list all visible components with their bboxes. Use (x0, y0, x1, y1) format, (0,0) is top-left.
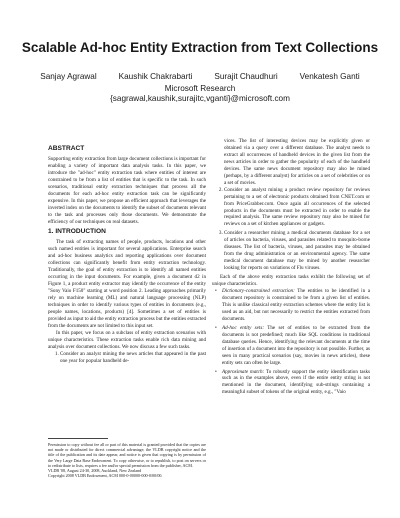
footnote-divider (48, 438, 108, 439)
characteristic-item (222, 369, 370, 397)
author-emails: {sagrawal,kaushik,surajitc,vganti}@microsoft.com (110, 94, 290, 103)
author-list (0, 72, 400, 81)
characteristic-item (222, 288, 370, 323)
characteristics-paragraph: Each of the above entity extraction tasks exhibit the following set of unique characteristics. (212, 274, 370, 288)
author-name: Surajit Chaudhuri (214, 72, 278, 81)
affiliation: Microsoft Research (164, 84, 236, 93)
author-name: Sanjay Agrawal (40, 72, 97, 81)
characteristic-term: Approximate match: (222, 368, 265, 375)
task-list-item: 3. Consider a researcher mining a medical documents database for a set of articles on bacteria, viruses, and parasites related to mosquito-borne diseases. The list of bacteria, viruses, and parasites may be obtained from the drug administration or an environmental agency. The same medical document database may be mined by another researcher looking for reports on variations of Flu viruses. (224, 230, 370, 272)
intro-paragraph-1: The task of extracting names of people, products, locations and other such named entities is important for several applications. Enterprise search and ad-hoc business analytics and reporting applications over document collections can significantly benefit from entity extraction technology. Traditionally, the goal of entity extraction is to identify all named entities occurring in the input documents. For example, given a document d2 in Figure 1, a product entity extractor may identify the occurrence of the entity "Sony Vaio F150" starting at word position 2. Leading approaches primarily rely on machine learning (ML) and natural language processing (NLP) techniques in order to identify various types of entities in documents (e.g., people names, locations, products) [4]. Sometimes a set of entities is provided as input to aid the entity extraction process but the entities extracted from the documents are not limited to this input set. (48, 239, 206, 329)
affiliation-block (0, 84, 400, 104)
section-heading-introduction: 1. INTRODUCTION (48, 228, 106, 236)
right-column (212, 138, 370, 398)
venue-line: VLDB '08, August 24-30, 2008, Auckland, New Zealand (48, 468, 142, 474)
characteristic-text: The entities to be identified in a document repository is constrained to be from a given list of entities. This is unlike classical entity extraction schemes where the entity list is used as an aid, but not necessarily to restrict the entities extracted from documents. (222, 288, 371, 322)
abstract-text: Supporting entity extraction from large document collections is important for enabling a variety of important data analysis tasks. In this paper, we introduce the "ad-hoc" entity extraction task where entities of interest are constrained to be from a list of entities that is specific to the task. In such scenarios, traditional entity extraction techniques that process all the documents for each ad-hoc entity extraction task can be significantly expensive. In this paper, we propose an efficient approach that leverages the inverted index on the documents to identify the subset of documents relevant to the task and processes only those documents. We demonstrate the efficiency of our techniques on real datasets. (48, 155, 206, 225)
left-column (48, 146, 206, 367)
author-name: Venkatesh Ganti (299, 72, 360, 81)
characteristic-term: Dictionary-constrained extraction: (222, 288, 295, 295)
intro-paragraph-2: In this paper, we focus on a subclass of entity extraction scenarios with unique characteristics. These extraction tasks enable rich data mining and analysis over document collections. We now discuss a few such tasks. (48, 329, 206, 350)
copyright-line: Copyright 2008 VLDB Endowment, ACM 000-0-00000-000-0/00/00. (48, 473, 163, 479)
task-list-item: 1. Consider an analyst mining the news articles that appeared in the past one year for popular handheld de- (60, 351, 206, 365)
task-list (48, 351, 206, 365)
characteristic-text: To robustly support the entity identification tasks such as in the examples above, even if the entire entity string is not mentioned in the document, identifying sub-strings containing a meaningful subset of tokens of the original entity, e.g., "Vaio (222, 368, 370, 396)
characteristic-text: The set of entities to be extracted from the documents is not predefined; much like SQL conditions in traditional database queries. Hence, identifying the relevant documents at the time of insertion of a document into the repository is not possible. Further, as seen in many practical scenarios (say, movies in news articles), these entity sets can often be large. (222, 324, 370, 366)
characteristic-term: Ad-hoc entity sets: (222, 324, 265, 331)
permission-notice (48, 442, 206, 478)
paper-title: Scalable Ad-hoc Entity Extraction from Text Collections (21, 40, 379, 55)
permission-text: Permission to copy without fee all or part of this material is granted provided that the copies are not made or distributed for direct commercial advantage, the VLDB copyright notice and the title of the publication and its date appear, and notice is given that copying is by permission of the Very Large Data Base Endowment. To copy otherwise, or to republish, to post on servers or to redistribute to lists, requires a fee and/or special permission from the publisher, ACM. (48, 442, 206, 468)
author-name: Kaushik Chakrabarti (118, 72, 193, 81)
task-list-item: 2. Consider an analyst mining a product review repository for reviews pertaining to a set of electronic products obtained from CNET.com or from PriceGrabber.com. Once again all occurrences of the selected products in the documents must be extracted in order to enable the required analysis. The same review repository may also be mined for reviews on a set of kitchen appliances or gadgets. (224, 187, 370, 229)
task-list-continued (212, 187, 370, 272)
abstract-heading: ABSTRACT (48, 145, 85, 152)
characteristic-item (222, 325, 370, 367)
task-list-item-continuation: vices. The list of interesting devices may be explicitly given or obtained via a query over a different database. The analyst needs to extract all occurrences of handheld devices in the given list from the news articles in order to gather the popularity of each of the handheld devices. The same news document repository may also be mined (perhaps, by a different analyst) for articles on a set of celebrities or on a set of movies. (224, 138, 370, 186)
characteristics-list (212, 288, 370, 396)
